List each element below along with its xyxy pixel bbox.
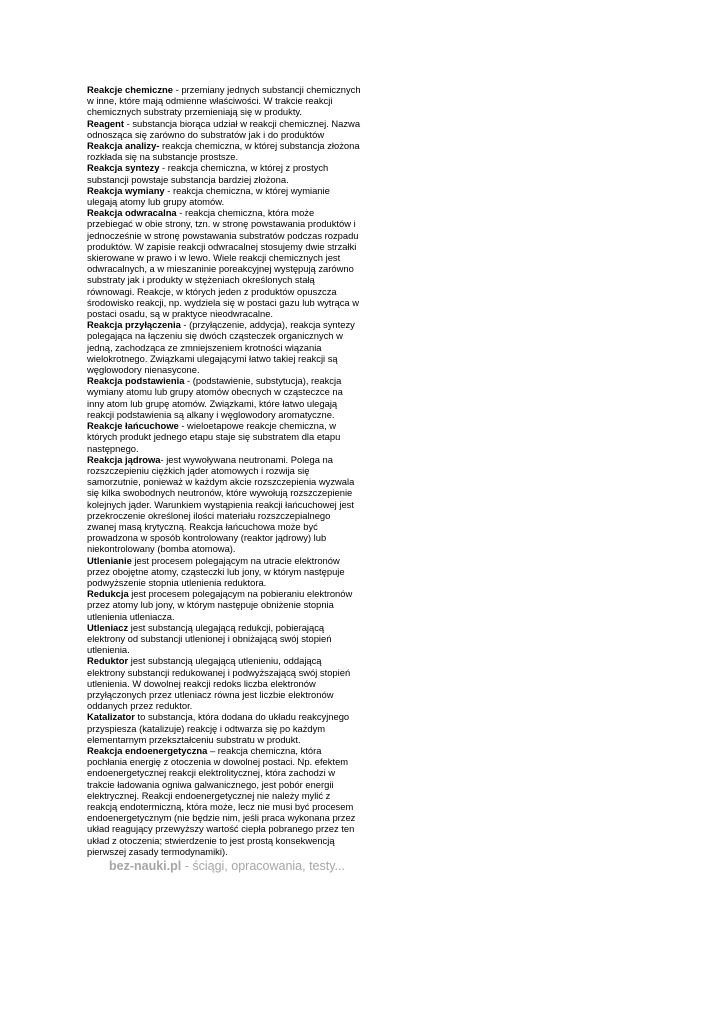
definition-term: Reagent bbox=[87, 117, 124, 129]
definition-term: Reakcje chemiczne bbox=[87, 84, 173, 95]
definition-text: to substancja, która dodana do układu reakcyjnego przyspiesza (katalizuje) reakcję i odtwarza się po każdym elementarnym przekształceniu substratu w produkt. bbox=[87, 711, 350, 745]
footer-brand: bez-nauki.pl bbox=[109, 859, 182, 874]
definition-term: Reakcja endoenergetyczna bbox=[87, 744, 208, 756]
footer-tagline: - ściągi, opracowania, testy... bbox=[181, 859, 345, 874]
definition-text: jest substancją ulegającą utlenieniu, oddającą elektrony substancji redukowanej i podwyższającą swój stopień utlenienia. W dowolnej reakcji redoks liczba elektronów przyłączonych przez utleniacz równa jest liczbie elektronów oddanych przez reduktor. bbox=[87, 655, 351, 712]
definition-entry bbox=[87, 207, 362, 319]
definition-text: - reakcja chemiczna, która może przebiegać w obie strony, tzn. w stronę powstawania produktów i jednocześnie w stronę powstawania substratów podczas rozpadu produktów. W zapisie reakcji odwracalnej stosujemy dwie strzałki skierowane w prawo i w lewo. Wiele reakcji chemicznych jest odwracalnych, a w mieszaninie poreakcyjnej występują zarówno substraty jak i produkty w stężeniach określonych stałą równowagi. Reakcje, w których jeden z produktów opuszcza środowisko reakcji, np. wydziela się w postaci gazu lub wytrąca w postaci osadu, są w praktyce nieodwracalne. bbox=[87, 207, 359, 320]
definition-text: - (podstawienie, substytucja), reakcja wymiany atomu lub grupy atomów obecnych w cząsteczce na inny atom lub grupę atomów. Związkami, które łatwo ulegają reakcji podstawienia są alkany i węglowodory aromatyczne. bbox=[87, 375, 343, 420]
definition-term: Reduktor bbox=[87, 655, 129, 667]
definition-entry bbox=[87, 319, 362, 375]
definition-entry bbox=[87, 420, 362, 454]
definition-text: - reakcja chemiczna, w której z prostych substancji powstaje substancja bardziej złożona. bbox=[87, 162, 329, 185]
definition-text: - substancja biorąca udział w reakcji chemicznej. Nazwa odnosząca się zarówno do substratów jak i do produktów bbox=[87, 117, 361, 140]
definition-term: Reakcja jądrowa bbox=[87, 453, 161, 465]
definition-text: jest substancją ulegającą redukcji, pobierającą elektrony od substancji utlenionej i obniżającą swój stopień utlenienia. bbox=[87, 621, 332, 656]
definition-entry bbox=[87, 454, 362, 555]
definition-entry bbox=[87, 655, 362, 711]
definition-term: Utlenianie bbox=[87, 554, 132, 566]
definition-entry bbox=[87, 162, 362, 184]
definition-entry bbox=[87, 185, 362, 207]
definition-term: Reakcja analizy- bbox=[87, 140, 160, 152]
definition-term: Reakcja wymiany bbox=[87, 184, 165, 196]
definition-text: - jest wywoływana neutronami. Polega na rozszczepieniu ciężkich jąder atomowych i rozwija się samorzutnie, ponieważ w każdym akcie rozszczepienia wyzwala się kilka swobodnych neutronów, które wywołują rozszczepienie kolejnych jąder. Warunkiem wystąpienia reakcji łańcuchowej jest przekroczenie określonej ilości materiału rozszczepialnego zwanej masą krytyczną. Reakcja łańcuchowa może być prowadzona w sposób kontrolowany (reaktor jądrowy) lub niekontrolowany (bomba atomowa). bbox=[87, 453, 355, 555]
definition-entry bbox=[87, 84, 362, 118]
definition-entry bbox=[87, 745, 362, 857]
definition-term: Reakcja podstawienia bbox=[87, 375, 185, 387]
definition-text: reakcja chemiczna, w której substancja złożona rozkłada się na substancje prostsze. bbox=[87, 140, 360, 163]
definition-term: Reakcja przyłączenia bbox=[87, 319, 181, 331]
definition-text: - wieloetapowe reakcje chemiczna, w których produkt jednego etapu staje się substratem dla etapu następnego. bbox=[87, 420, 341, 454]
definition-term: Reakcja syntezy bbox=[87, 162, 160, 174]
definitions-list bbox=[87, 84, 362, 857]
definition-term: Reakcje łańcuchowe bbox=[87, 420, 179, 432]
document-page bbox=[87, 84, 362, 874]
definition-text: – reakcja chemiczna, która pochłania energię z otoczenia w dowolnej postaci. Np. efektem endoenergetycznej reakcji elektrolitycznej, która zachodzi w trakcie ładowania ogniwa galwanicznego, jest pobór energii elektrycznej. Reakcji endoenergetycznej nie należy mylić z reakcją endotermiczną, która może, lecz nie musi być procesem endoenergetycznym (nie będzie nim, jeśli praca wykonana przez układ reagujący przewyższy wartość ciepła pobranego przez ten układ z otoczenia; stwierdzenie to jest prostą konsekwencją pierwszej zasady termodynamiki). bbox=[87, 744, 356, 857]
watermark-footer bbox=[87, 859, 362, 874]
definition-text: - reakcja chemiczna, w której wymianie ulegają atomy lub grupy atomów. bbox=[87, 184, 330, 208]
definition-term: Katalizator bbox=[87, 711, 135, 723]
definition-text: jest procesem polegającym na pobieraniu elektronów przez atomy lub jony, w którym następuje obniżenie stopnia utlenienia utleniacza. bbox=[87, 588, 353, 622]
definition-entry bbox=[87, 711, 362, 745]
definition-entry bbox=[87, 375, 362, 420]
definition-text: - przemiany jednych substancji chemicznych w inne, które mają odmienne właściwości. W trakcie reakcji chemicznych substraty przemieniają się w produkty. bbox=[87, 84, 361, 118]
definition-entry bbox=[87, 588, 362, 622]
definition-entry bbox=[87, 118, 362, 140]
definition-term: Redukcja bbox=[87, 588, 129, 600]
definition-text: - (przyłączenie, addycja), reakcja syntezy polegająca na łączeniu się dwóch cząsteczek organicznych w jedną, zachodząca ze zmniejszeniem krotności wiązania wielokrotnego. Związkami ulegającymi łatwo takiej reakcji są węglowodory nienasycone. bbox=[87, 319, 355, 376]
definition-text: jest procesem polegającym na utracie elektronów przez obojętne atomy, cząsteczki lub jony, w którym następuje podwyższenie stopnia utlenienia reduktora. bbox=[87, 554, 345, 588]
definition-entry bbox=[87, 555, 362, 589]
definition-entry bbox=[87, 140, 362, 162]
definition-term: Reakcja odwracalna bbox=[87, 207, 177, 219]
definition-term: Utleniacz bbox=[87, 621, 129, 633]
definition-entry bbox=[87, 622, 362, 656]
